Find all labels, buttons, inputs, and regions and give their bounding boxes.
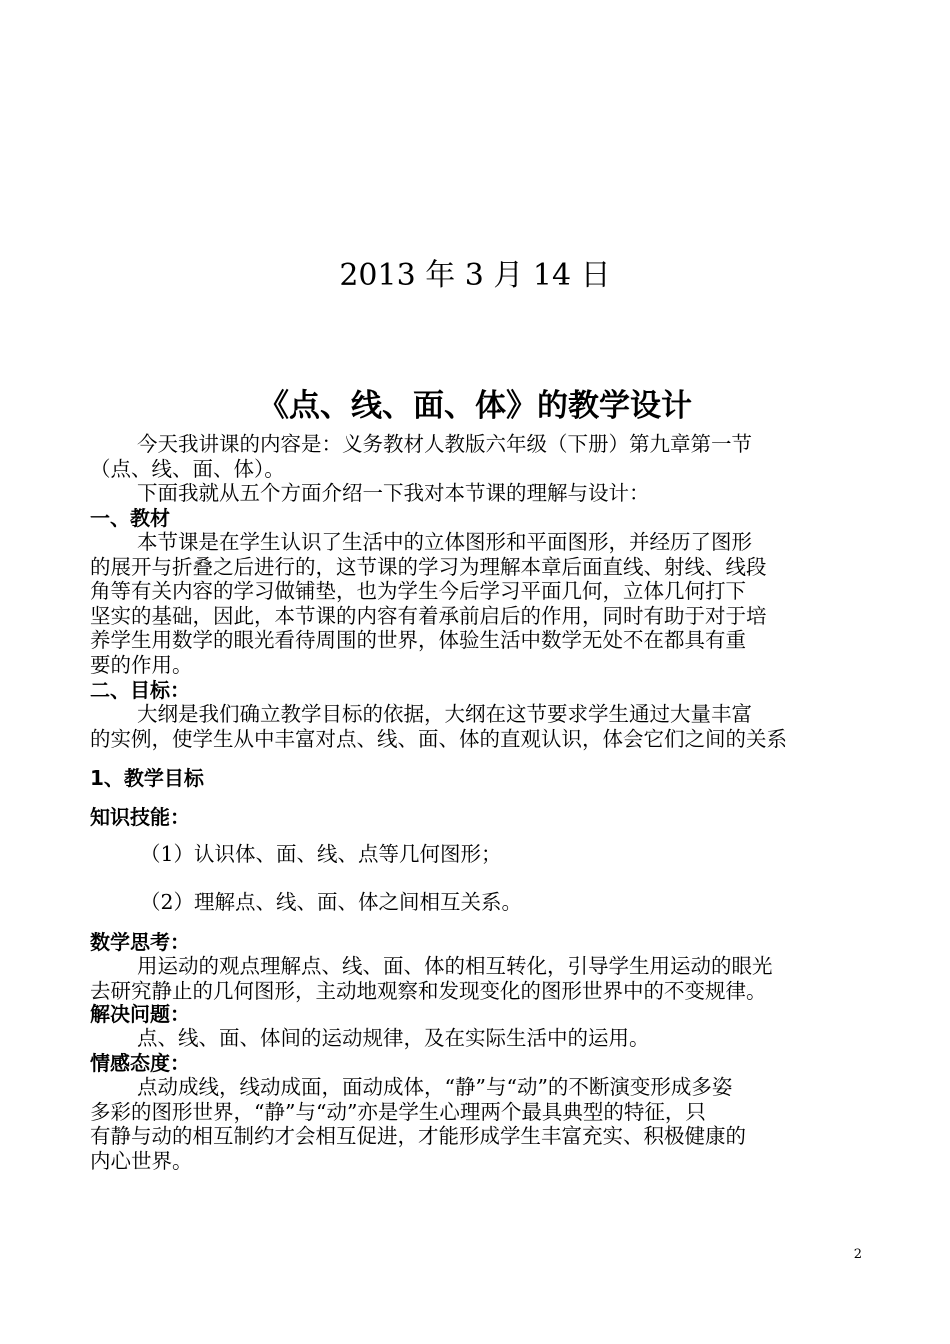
- intro-line: （点、线、面、体）。: [90, 456, 285, 481]
- math-thinking-paragraph: [90, 954, 860, 1003]
- paragraph-line: 用运动的观点理解点、线、面、体的相互转化，引导学生用运动的眼光: [137, 954, 773, 978]
- problem-solving-paragraph: [90, 1026, 860, 1051]
- page-number: 2: [853, 1247, 862, 1262]
- document-title: 《点、线、面、体》的教学设计: [258, 388, 692, 424]
- goals-paragraph: [90, 702, 860, 751]
- paragraph-line: 去研究静止的几何图形，主动地观察和发现变化的图形世界中的不变规律。: [90, 978, 767, 1003]
- teaching-goals-heading: 1、教学目标: [90, 766, 204, 790]
- paragraph-line: 有静与动的相互制约才会相互促进，才能形成学生丰富充实、积极健康的: [90, 1124, 746, 1148]
- problem-solving-heading: 解决问题：: [90, 1002, 190, 1026]
- textbook-paragraph: [90, 530, 860, 677]
- paragraph-line: 的实例，使学生从中丰富对点、线、面、体的直观认识，体会它们之间的关系: [90, 726, 787, 751]
- paragraph-line: 坚实的基础，因此，本节课的内容有着承前启后的作用，同时有助于对于培: [90, 603, 767, 628]
- emotion-attitude-heading: 情感态度：: [90, 1051, 190, 1075]
- intro-line: 下面我就从五个方面介绍一下我对本节课的理解与设计：: [137, 481, 650, 505]
- paragraph-line: 的展开与折叠之后进行的，这节课的学习为理解本章后面直线、射线、线段: [90, 554, 767, 579]
- paragraph-line: 养学生用数学的眼光看待周围的世界，体验生活中数学无处不在都具有重: [90, 628, 746, 652]
- paragraph-line: 大纲是我们确立教学目标的依据，大纲在这节要求学生通过大量丰富: [137, 702, 752, 726]
- paragraph-line: 点动成线，线动成面，面动成体，“静”与“动”的不断演变形成多姿: [137, 1075, 733, 1099]
- knowledge-item: （1）认识体、面、线、点等几何图形；: [140, 842, 502, 866]
- section-heading-goals: 二、目标：: [90, 678, 190, 702]
- intro-paragraph: [90, 432, 860, 506]
- paragraph-line: 点、线、面、体间的运动规律，及在实际生活中的运用。: [137, 1026, 650, 1050]
- section-heading-textbook: 一、教材: [90, 506, 170, 530]
- emotion-attitude-paragraph: [90, 1075, 860, 1173]
- document-date: 2013 年 3 月 14 日: [339, 258, 611, 293]
- knowledge-item: （2）理解点、线、面、体之间相互关系。: [140, 890, 523, 914]
- paragraph-line: 本节课是在学生认识了生活中的立体图形和平面图形，并经历了图形: [137, 530, 752, 554]
- paragraph-line: 要的作用。: [90, 652, 193, 677]
- paragraph-line: 角等有关内容的学习做铺垫，也为学生今后学习平面几何，立体几何打下: [90, 579, 746, 603]
- knowledge-skills-heading: 知识技能：: [90, 805, 190, 829]
- math-thinking-heading: 数学思考：: [90, 930, 190, 954]
- paragraph-line: 内心世界。: [90, 1148, 193, 1173]
- intro-line: 今天我讲课的内容是：义务教材人教版六年级（下册）第九章第一节: [137, 432, 752, 456]
- paragraph-line: 多彩的图形世界，“静”与“动”亦是学生心理两个最具典型的特征，只: [90, 1099, 706, 1124]
